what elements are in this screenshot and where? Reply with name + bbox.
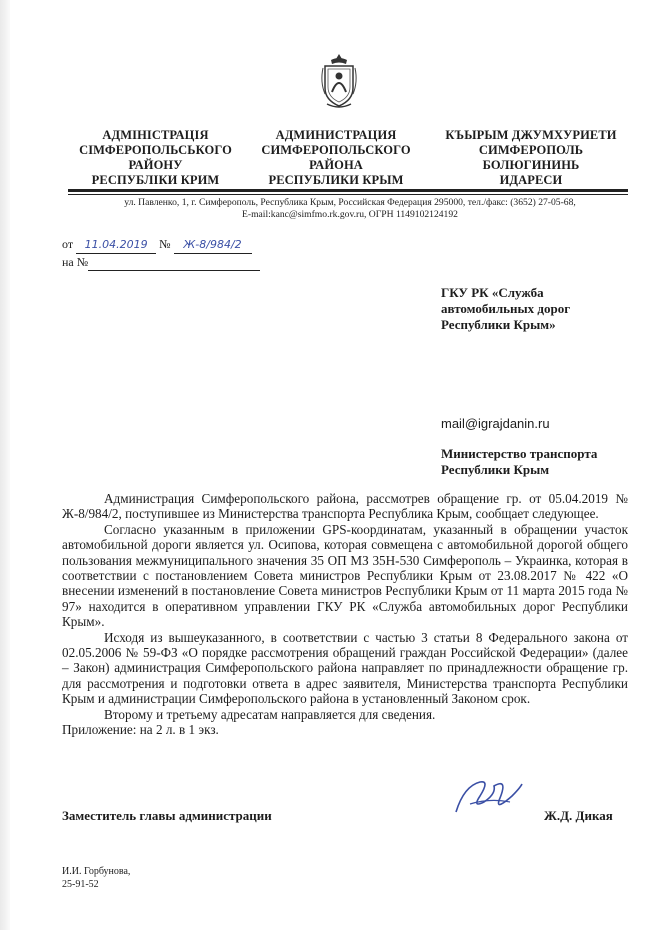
- email-ogrn-line: E-mail:kanc@simfmo.rk.gov.ru, ОГРН 1149102124192: [242, 209, 458, 220]
- paragraph-4: Второму и третьему адресатам направляется для сведения.: [104, 706, 436, 722]
- recipient-email: mail@igrajdanin.ru: [441, 416, 550, 431]
- recipient-ministry: Министерство транспорта Республики Крым: [441, 446, 598, 477]
- letter-body: [62, 491, 628, 738]
- number-label: №: [159, 237, 171, 251]
- header-ukrainian: АДМІНІСТРАЦІЯ СІМФЕРОПОЛЬСЬКОГО РАЙОНУ РЕСПУБЛІКИ КРИМ: [79, 128, 232, 187]
- header-crimean-tatar: КЪЫРЫМ ДЖУМХУРИЕТИ СИМФЕРОПОЛЬ БОЛЮГИНИНЬ ИДАРЕСИ: [445, 128, 617, 187]
- from-label: от: [62, 237, 74, 251]
- attachment-note: Приложение: на 2 л. в 1 экз.: [62, 722, 219, 738]
- outgoing-date: 11.04.2019: [76, 237, 156, 254]
- paragraph-1: Администрация Симферопольского района, рассмотрев обращение гр. от 05.04.2019 № Ж-8/984/2, поступившее из Министерства транспорта Республика Крым, сообщает следующее.: [62, 491, 628, 522]
- crimea-emblem-icon: [319, 52, 359, 110]
- outgoing-number: Ж-8/984/2: [174, 237, 252, 254]
- paragraph-2: Согласно указанным в приложении GPS-координатам, указанный в обращении участок автомобильной дороги является ул. Осипова, которая совмещена с автомобильной дорогой общего пользования межмуниципального значения 35 ОП МЗ 35Н-530 Симферополь – Украинка, которая в соответствии с постановлением Совета министров Республики Крым от 23.08.2017 № 422 «О внесении изменений в постановление Совета министров Республики Крым от 11 марта 2015 года № 97» находится в оперативном управлении ГКУ РК «Служба автомобильных дорог Республики Крым».: [62, 521, 628, 630]
- requisites: [62, 236, 260, 271]
- executor-info: [62, 865, 130, 891]
- handwritten-signature: [450, 776, 526, 820]
- reference-label: на №: [62, 255, 89, 269]
- header-rule-thick: [68, 189, 628, 192]
- executor-name: И.И. Горбунова,: [62, 866, 131, 877]
- signatory-name: Ж.Д. Дикая: [544, 808, 613, 823]
- paragraph-3: Исходя из вышеуказанного, в соответствии с частью 3 статьи 8 Федерального закона от 02.05.2006 № 59-ФЗ «О порядке рассмотрения обращений граждан Российской Федерации» (далее – Закон) администрация Симферопольского района направляет по принадлежности обращение гр. для рассмотрения и подготовки ответа в адрес заявителя, Министерства транспорта Республики Крым и администрации Симферопольского района в установленный Законом срок.: [62, 629, 628, 707]
- header-rule-thin: [68, 194, 628, 195]
- scan-edge: [0, 0, 10, 930]
- executor-phone: 25-91-52: [62, 879, 99, 890]
- recipient-road-service: ГКУ РК «Служба автомобильных дорог Республики Крым»: [441, 285, 571, 332]
- signatory-title: Заместитель главы администрации: [62, 808, 272, 823]
- header-russian: АДМИНИСТРАЦИЯ СИМФЕРОПОЛЬСКОГО РАЙОНА РЕСПУБЛИКИ КРЫМ: [261, 128, 411, 187]
- address-line: ул. Павленко, 1, г. Симферополь, Республика Крым, Российская Федерация 295000, тел./факс: (3652) 27-05-68,: [124, 197, 576, 208]
